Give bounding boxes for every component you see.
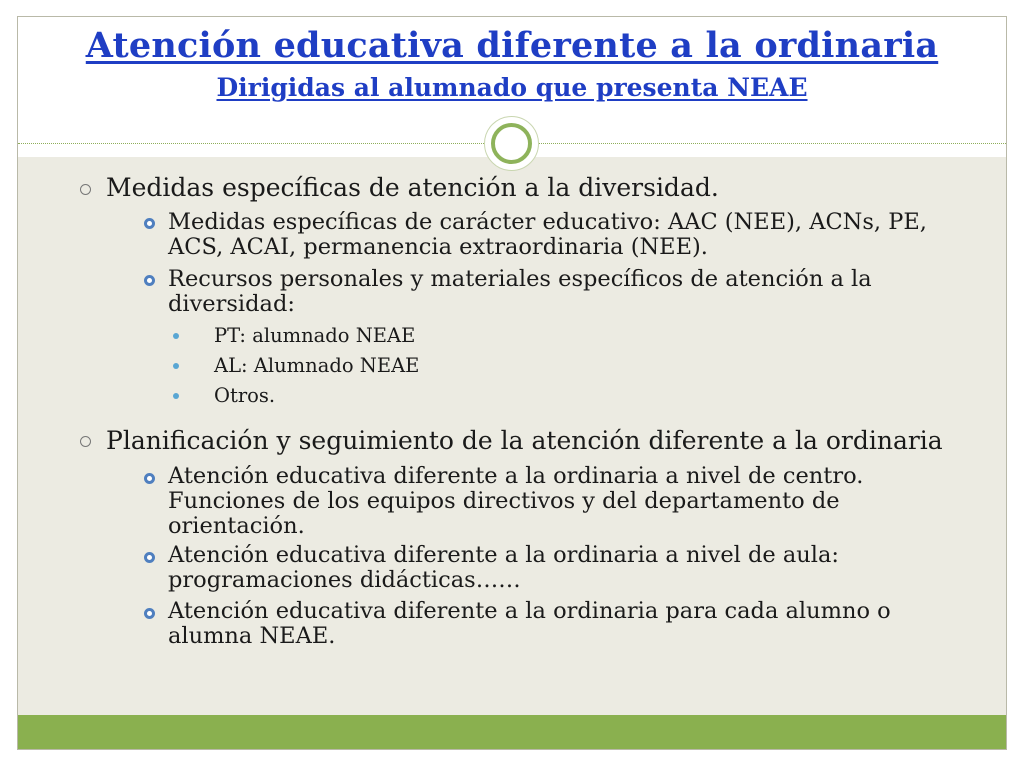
dot-bullet-icon [173, 333, 179, 339]
list-item: Medidas específicas de carácter educativo: AAC (NEE), ACNs, PE, ACS, ACAI, permanencia extraordinaria (NEE). [168, 209, 927, 260]
blue-ring-bullet-icon [144, 275, 155, 286]
blue-ring-bullet-icon [144, 473, 155, 484]
circle-ring-icon [491, 123, 532, 164]
list-item: Planificación y seguimiento de la atención diferente a la ordinaria [106, 426, 943, 455]
list-item: PT: alumnado NEAE [214, 324, 416, 347]
dot-bullet-icon [173, 393, 179, 399]
blue-ring-bullet-icon [144, 218, 155, 229]
slide-title: Atención educativa diferente a la ordinaria [85, 25, 939, 66]
list-item: Atención educativa diferente a la ordinaria para cada alumno o alumna NEAE. [168, 598, 891, 649]
dot-bullet-icon [173, 363, 179, 369]
blue-ring-bullet-icon [144, 608, 155, 619]
footer-bar [18, 715, 1006, 749]
list-item: Medidas específicas de atención a la diversidad. [106, 173, 719, 202]
circle-ornament-icon [484, 116, 539, 171]
list-item: Atención educativa diferente a la ordinaria a nivel de aula: programaciones didácticas…… [168, 542, 839, 593]
slide-frame [17, 16, 1007, 750]
hollow-circle-bullet-icon [80, 436, 91, 447]
hollow-circle-bullet-icon [80, 184, 91, 195]
content-area [18, 157, 1006, 715]
list-item: Recursos personales y materiales específicos de atención a la diversidad: [168, 266, 872, 317]
list-item: Otros. [214, 384, 276, 407]
list-item: AL: Alumnado NEAE [214, 354, 420, 377]
blue-ring-bullet-icon [144, 552, 155, 563]
list-item: Atención educativa diferente a la ordinaria a nivel de centro. Funciones de los equipos directivos y del departamento de orientación. [168, 463, 864, 539]
slide-subtitle: Dirigidas al alumnado que presenta NEAE [216, 73, 808, 102]
